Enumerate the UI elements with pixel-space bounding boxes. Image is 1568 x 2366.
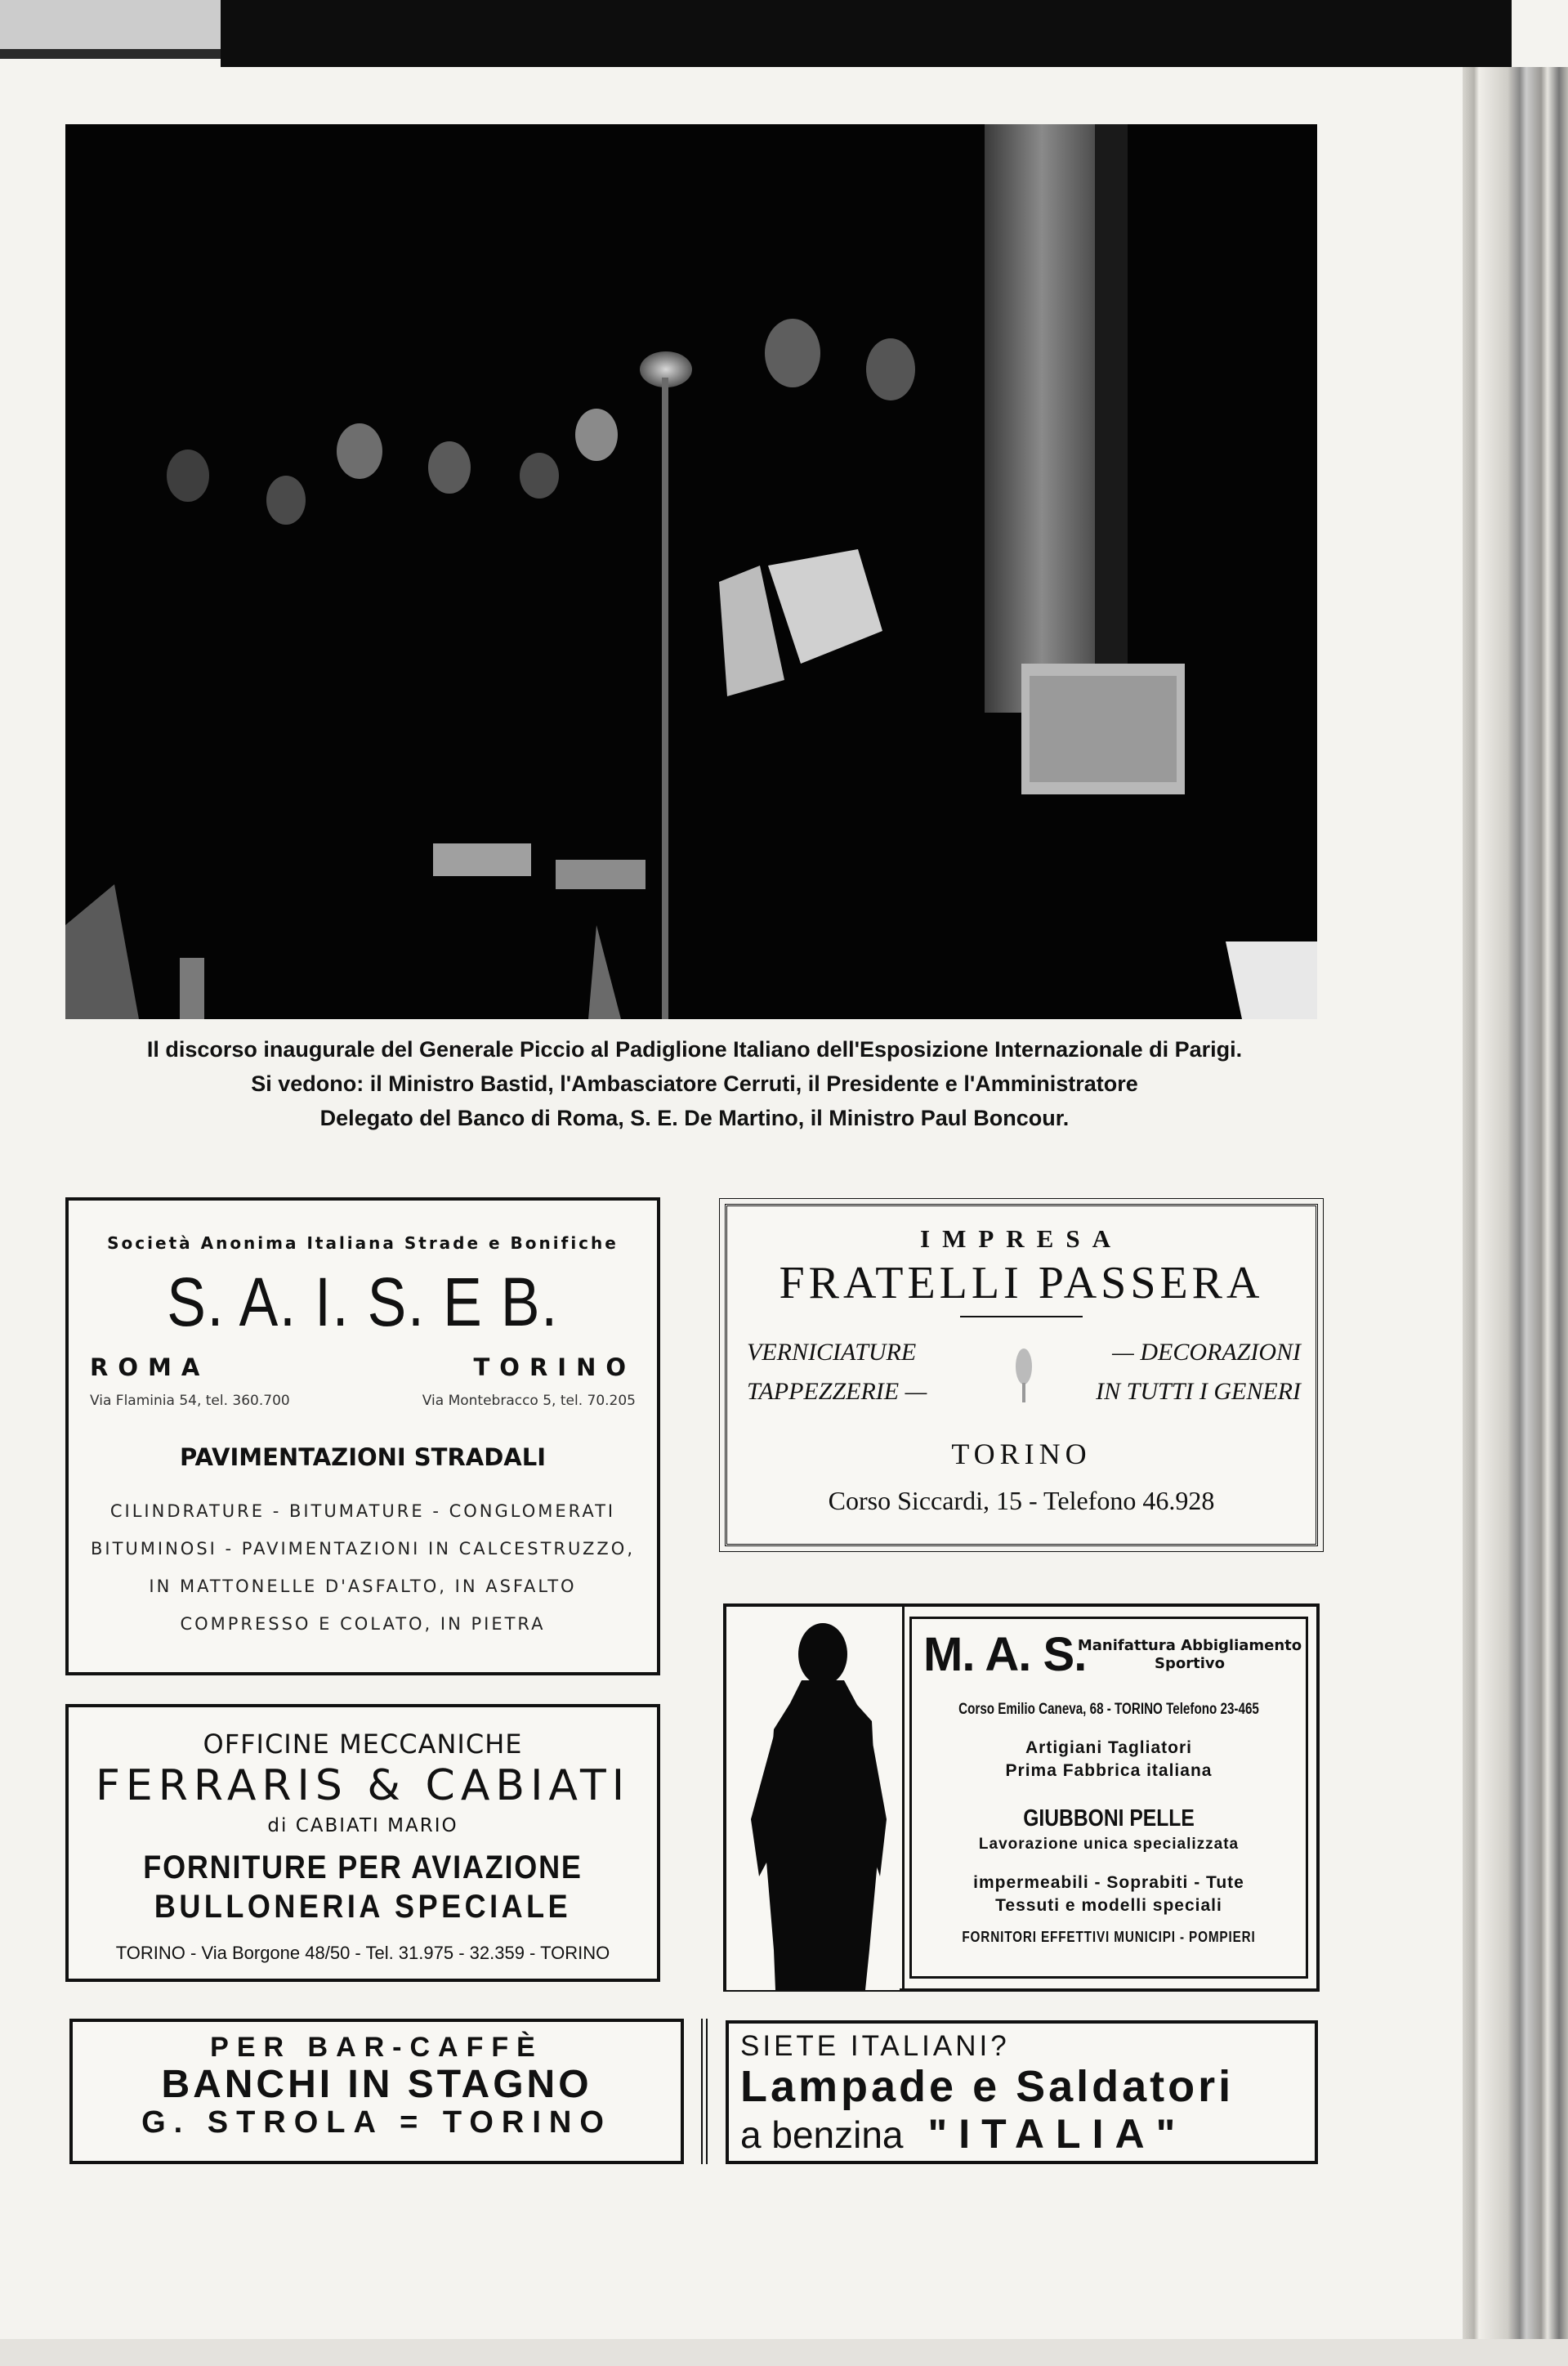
scan-bottom-edge bbox=[0, 2339, 1568, 2366]
saiseb-addr-right: Via Montebracco 5, tel. 70.205 bbox=[422, 1393, 636, 1409]
mas-line-1: Artigiani Tagliatori bbox=[1025, 1738, 1192, 1757]
ad-fratelli-passera bbox=[725, 1204, 1318, 1546]
mas-line-5: FORNITORI EFFETTIVI MUNICIPI - POMPIERI bbox=[962, 1929, 1256, 1945]
saiseb-cities bbox=[90, 1353, 636, 1381]
italia-line-2: Lampade e Saldatori bbox=[740, 2062, 1235, 2111]
ad-saiseb bbox=[65, 1197, 660, 1675]
italia-line-1: SIETE ITALIANI? bbox=[740, 2030, 1010, 2062]
mas-subtitle-1: Manifattura Abbigliamento bbox=[1077, 1637, 1302, 1654]
mas-subtitle bbox=[1067, 1637, 1312, 1673]
ad-mas bbox=[723, 1603, 1320, 1992]
italia-line-3 bbox=[740, 2110, 1315, 2158]
ferraris-address: TORINO - Via Borgone 48/50 - Tel. 31.975 - 32.359 - TORINO bbox=[115, 1943, 610, 1963]
mas-address: Corso Emilio Caneva, 68 - TORINO Telefono 23-465 bbox=[958, 1701, 1259, 1718]
saiseb-heading: PAVIMENTAZIONI STRADALI bbox=[179, 1443, 547, 1471]
mas-line-2: Prima Fabbrica italiana bbox=[1005, 1761, 1213, 1780]
passera-service-right-2: IN TUTTI I GENERI bbox=[1096, 1378, 1301, 1405]
caption-line-3: Delegato del Banco di Roma, S. E. De Martino, il Ministro Paul Boncour. bbox=[319, 1106, 1070, 1130]
strola-line-3: G. STROLA = TORINO bbox=[141, 2105, 612, 2140]
saiseb-desc-line: COMPRESSO E COLATO, IN PIETRA bbox=[180, 1614, 546, 1634]
passera-divider bbox=[960, 1316, 1083, 1317]
passera-address: Corso Siccardi, 15 - Telefono 46.928 bbox=[828, 1486, 1215, 1515]
italia-line-3a: a benzina bbox=[740, 2113, 904, 2156]
scan-right-edge bbox=[1463, 67, 1568, 2366]
strola-line-1: PER BAR-CAFFÈ bbox=[210, 2032, 543, 2063]
mas-product: GIUBBONI PELLE bbox=[1023, 1805, 1195, 1832]
passera-city: TORINO bbox=[951, 1438, 1092, 1470]
ads-divider bbox=[701, 2019, 708, 2164]
inauguration-photo bbox=[65, 124, 1317, 1019]
ad-strola bbox=[69, 2019, 684, 2164]
mas-line-4: Tessuti e modelli speciali bbox=[995, 1896, 1222, 1915]
mas-line-3: impermeabili - Soprabiti - Tute bbox=[973, 1873, 1244, 1892]
passera-name: FRATELLI PASSERA bbox=[779, 1258, 1264, 1308]
passera-kicker: IMPRESA bbox=[920, 1224, 1123, 1253]
ferraris-line-5: BULLONERIA SPECIALE bbox=[154, 1889, 572, 1925]
saiseb-desc-line: IN MATTONELLE D'ASFALTO, IN ASFALTO bbox=[149, 1577, 577, 1596]
mas-subtitle-2: Sportivo bbox=[1155, 1655, 1225, 1672]
saiseb-desc-line: BITUMINOSI - PAVIMENTAZIONI IN CALCESTRUZZO, bbox=[90, 1539, 635, 1559]
ferraris-line-1: OFFICINE MECCANICHE bbox=[203, 1729, 523, 1760]
italia-brand: "ITALIA" bbox=[927, 2111, 1187, 2157]
person-silhouette-icon bbox=[726, 1607, 900, 1990]
saiseb-name: S. A. I. S. E B. bbox=[167, 1264, 559, 1340]
mas-lines bbox=[912, 1701, 1306, 1946]
strola-line-2: BANCHI IN STAGNO bbox=[161, 2063, 592, 2106]
saiseb-kicker: Società Anonima Italiana Strade e Bonifiche bbox=[107, 1233, 619, 1253]
caption-line-1: Il discorso inaugurale del Generale Piccio al Padiglione Italiano dell'Esposizione Internazionale di Parigi. bbox=[146, 1037, 1243, 1062]
saiseb-addr-left: Via Flaminia 54, tel. 360.700 bbox=[90, 1393, 290, 1409]
saiseb-city-left: ROMA bbox=[90, 1353, 210, 1381]
ferraris-line-3: di CABIATI MARIO bbox=[267, 1815, 458, 1836]
saiseb-addresses bbox=[90, 1393, 636, 1409]
mas-product-note: Lavorazione unica specializzata bbox=[978, 1836, 1240, 1853]
mas-silhouette-image bbox=[726, 1607, 905, 1988]
page-edge-top-left bbox=[0, 0, 221, 59]
photo-caption bbox=[74, 1032, 1316, 1135]
scan-top-border bbox=[221, 0, 1512, 67]
passera-ornament-icon bbox=[1009, 1342, 1039, 1407]
saiseb-city-right: TORINO bbox=[473, 1353, 636, 1381]
passera-service-right-1: — DECORAZIONI bbox=[1112, 1339, 1301, 1366]
ferraris-name: FERRARIS & CABIATI bbox=[95, 1761, 631, 1810]
passera-service-left-2: TAPPEZZERIE — bbox=[747, 1378, 927, 1405]
mas-text-panel bbox=[909, 1617, 1308, 1979]
passera-services bbox=[727, 1339, 1316, 1429]
passera-service-left-1: VERNICIATURE bbox=[747, 1339, 917, 1366]
ad-italia bbox=[726, 2020, 1318, 2164]
ferraris-line-4: FORNITURE PER AVIAZIONE bbox=[143, 1849, 583, 1885]
caption-line-2: Si vedono: il Ministro Bastid, l'Ambasciatore Cerruti, il Presidente e l'Amministratore bbox=[251, 1071, 1138, 1096]
mas-logo: M. A. S. bbox=[923, 1628, 1087, 1681]
ad-ferraris-cabiati bbox=[65, 1704, 660, 1982]
saiseb-desc-line: CILINDRATURE - BITUMATURE - CONGLOMERATI bbox=[109, 1501, 616, 1521]
saiseb-description bbox=[90, 1492, 636, 1643]
